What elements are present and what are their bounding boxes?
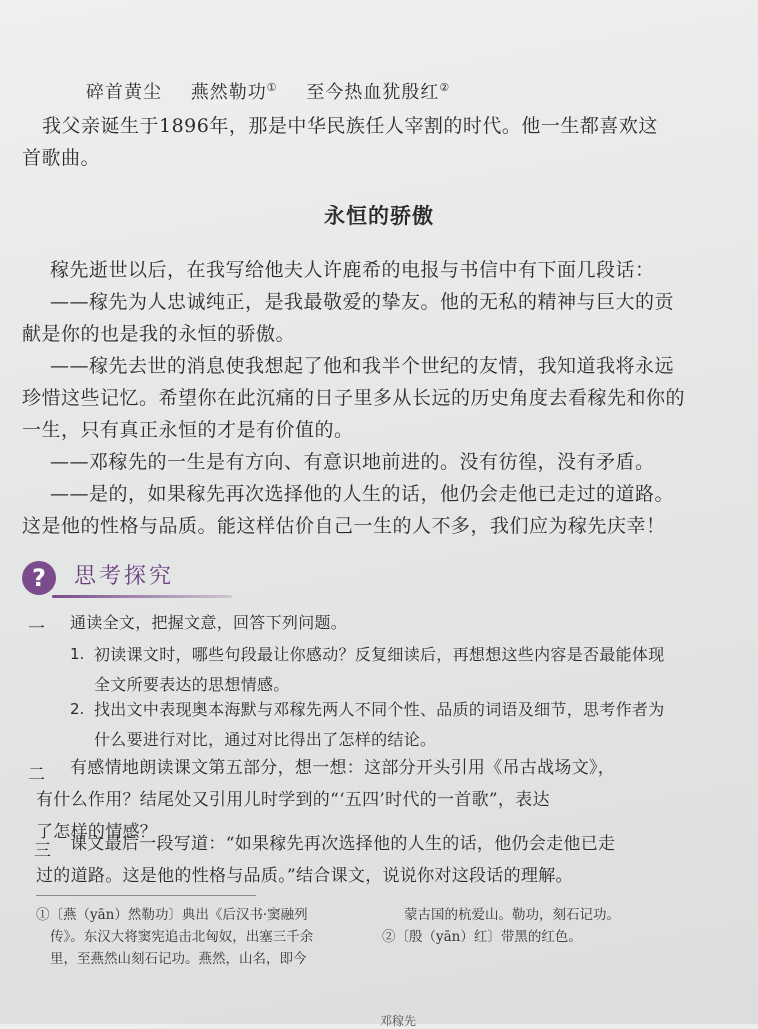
subquestion-2 — [94, 695, 665, 755]
intro-line-2: 首歌曲。 — [22, 147, 101, 169]
footnote-2: ②〔殷（yān）红〕带黑的红色。 — [382, 929, 582, 945]
footnote-divider — [36, 895, 256, 896]
body-text — [22, 254, 742, 542]
poem-seg-3-text: 至今热血犹殷红 — [306, 82, 440, 103]
question-2-line-1: 有感情地朗读课文第五部分，想一想：这部分开头引用《吊古战场文》， — [70, 758, 616, 778]
poem-quote-line — [86, 78, 472, 104]
poem-seg-1: 碎首黄尘 — [86, 82, 162, 103]
section-heading: 永恒的骄傲 — [324, 204, 434, 228]
poem-seg-3 — [306, 82, 450, 103]
body-line: ——稼先为人忠诚纯正，是我最敬爱的挚友。他的无私的精神与巨大的贡 — [50, 291, 675, 313]
footnote-ref-2: ② — [439, 81, 451, 94]
subquestion-1-line-2: 全文所要表达的思想情感。 — [94, 675, 290, 694]
footnote-ref-1: ① — [266, 81, 278, 94]
poem-seg-2 — [191, 82, 278, 103]
intro-paragraph — [22, 110, 742, 174]
subquestion-number-1: 1. — [70, 645, 85, 663]
think-explore-title: 思考探究 — [74, 564, 175, 589]
question-number-2: 二 — [28, 765, 45, 785]
body-line: 珍惜这些记忆。希望你在此沉痛的日子里多从长远的历史角度去看稼先和你的 — [22, 387, 686, 409]
footnote-1 — [36, 904, 313, 970]
footnote-1-line-2: 传》。东汉大将窦宪追击北匈奴，出塞三千余 — [50, 929, 314, 945]
body-line: 稼先逝世以后，在我写给他夫人许鹿希的电报与书信中有下面几段话： — [50, 259, 655, 281]
question-mark-icon: ? — [22, 561, 56, 595]
question-3-line-1: 课文最后一段写道：“如果稼先再次选择他的人生的话，他仍会走他已走 — [70, 834, 616, 854]
body-line: ——邓稼先的一生是有方向、有意识地前进的。没有彷徨，没有矛盾。 — [50, 451, 655, 473]
body-line: ——稼先去世的消息使我想起了他和我半个世纪的友情，我知道我将永远 — [50, 355, 675, 377]
poem-seg-2-text: 燕然勒功 — [190, 82, 267, 103]
question-number-1: 一 — [28, 619, 45, 639]
intro-line-1: 我父亲诞生于1896年，那是中华民族任人宰割的时代。他一生都喜欢这 — [42, 115, 658, 137]
body-line: 一生，只有真正永恒的才是有价值的。 — [22, 419, 354, 441]
subquestion-1-line-1: 初读课文时，哪些句段最让你感动？反复细读后，再想想这些内容是否最能体现 — [94, 645, 665, 664]
page-footer: 邓稼先 — [380, 1014, 417, 1028]
body-line: 这是他的性格与品质。能这样估价自己一生的人不多，我们应为稼先庆幸！ — [22, 515, 666, 537]
subquestion-number-2: 2. — [70, 700, 85, 718]
subquestion-2-line-2: 什么要进行对比，通过对比得出了怎样的结论。 — [94, 730, 437, 749]
footnote-1-continued: 蒙古国的杭爱山。勒功，刻石记功。 — [404, 907, 620, 923]
think-explore-header — [22, 555, 282, 599]
question-3-line-2: 过的道路。这是他的性格与品质。”结合课文，说说你对这段话的理解。 — [36, 866, 573, 886]
header-underline — [52, 595, 232, 598]
body-line: 献是你的也是我的永恒的骄傲。 — [22, 323, 296, 345]
subquestion-1 — [94, 640, 665, 700]
subquestion-2-line-1: 找出文中表现奥本海默与邓稼先两人不同个性、品质的词语及细节，思考作者为 — [94, 700, 665, 719]
question-3 — [36, 828, 616, 892]
footnote-1-line-3: 里，至燕然山刻石记功。燕然，山名，即今 — [50, 951, 307, 967]
question-number-3: 三 — [34, 841, 51, 861]
body-line: ——是的，如果稼先再次选择他的人生的话，他仍会走他已走过的道路。 — [50, 483, 675, 505]
question-1-text: 通读全文，把握文意，回答下列问题。 — [70, 613, 348, 632]
question-2-line-2: 有什么作用？结尾处又引用儿时学到的“‘五四’时代的一首歌”，表达 — [36, 790, 550, 810]
question-2-line-3: 了怎样的情感？ — [36, 822, 158, 842]
footnote-1-line-1: ①〔燕（yān）然勒功〕典出《后汉书·窦融列 — [36, 907, 308, 923]
